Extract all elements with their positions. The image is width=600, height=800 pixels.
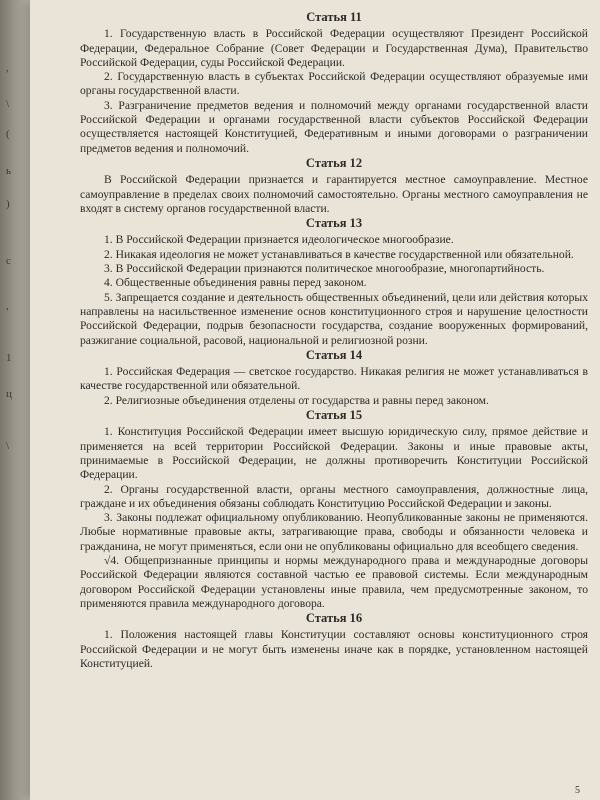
margin-mark: \ bbox=[6, 440, 10, 452]
article-paragraph: 2. Государственную власть в субъектах Российской Федерации осуществляют образуемые ими органы государственной власти. bbox=[80, 70, 588, 98]
article-title: Статья 12 bbox=[305, 155, 363, 170]
article-paragraph: 2. Религиозные объединения отделены от государства и равны перед законом. bbox=[104, 393, 489, 407]
article-paragraph: √4. Общепризнанные принципы и нормы международного права и международные договоры Российской Федерации являются составной частью ее правовой системы. Если международным договором Российской Федерации установлены иные правила, чем предусмотренные законом, то применяются правила международного договора. bbox=[80, 553, 588, 610]
article-title: Статья 13 bbox=[305, 216, 363, 231]
margin-mark: \ bbox=[6, 98, 10, 110]
article-paragraph: 4. Общественные объединения равны перед законом. bbox=[104, 276, 367, 290]
article-paragraph: 2. Органы государственной власти, органы местного самоуправления, должностные лица, граждане и их объединения обязаны соблюдать Конституцию Российской Федерации и законы. bbox=[80, 482, 588, 510]
article-16 bbox=[80, 611, 588, 671]
page-number: 5 bbox=[575, 785, 580, 796]
article-paragraph: 1. Конституция Российской Федерации имеет высшую юридическую силу, прямое действие и применяется на всей территории Российской Федерации. Законы и иные правовые акты, принимаемые в Российской Федерации, не должны противоречить Конституции Российской Федерации. bbox=[80, 425, 588, 482]
margin-mark: , bbox=[6, 62, 9, 74]
article-paragraph: 1. Государственную власть в Российской Федерации осуществляют Президент Российской Федерации, Федеральное Собрание (Совет Федерации и Государственная Дума), Правительство Российской Федерации, суды Российской Федерации. bbox=[80, 27, 588, 69]
margin-mark: ь bbox=[6, 165, 12, 177]
article-title: Статья 15 bbox=[305, 408, 363, 423]
article-paragraph: 1. Положения настоящей главы Конституции составляют основы конституционного строя Российской Федерации и не могут быть изменены иначе как в порядке, установленном настоящей Конституцией. bbox=[80, 628, 588, 671]
article-paragraph: 1. В Российской Федерации признается идеологическое многообразие. bbox=[104, 233, 454, 247]
margin-mark: ц bbox=[6, 388, 12, 400]
article-paragraph: В Российской Федерации признается и гарантируется местное самоуправление. Местное самоуправление в пределах своих полномочий самостоятельно. Органы местного самоуправления не входят в систему органов государственной власти. bbox=[80, 173, 588, 215]
article-paragraph: 1. Российская Федерация — светское государство. Никакая религия не может устанавливаться в качестве государственной или обязательной. bbox=[80, 365, 588, 393]
article-14 bbox=[80, 348, 588, 408]
margin-mark: с bbox=[6, 255, 11, 267]
margin-mark: 1 bbox=[6, 352, 12, 364]
article-13 bbox=[80, 216, 588, 348]
margin-mark: ) bbox=[6, 198, 10, 210]
article-paragraph: 3. В Российской Федерации признаются политическое многообразие, многопартийность. bbox=[104, 262, 545, 276]
article-12 bbox=[80, 156, 588, 216]
article-title: Статья 11 bbox=[306, 10, 362, 24]
page-text bbox=[80, 10, 588, 671]
book-page bbox=[30, 0, 600, 800]
article-paragraph: 5. Запрещается создание и деятельность общественных объединений, цели или действия которых направлены на насильственное изменение основ конституционного строя и нарушение целостности Российской Федерации, подрыв безопасности государства, создание вооруженных формирований, разжигание социальной, расовой, национальной и религиозной розни. bbox=[80, 290, 588, 347]
margin-mark: ( bbox=[6, 128, 10, 140]
article-paragraph: 3. Законы подлежат официальному опубликованию. Неопубликованные законы не применяются. Любые нормативные правовые акты, затрагивающие права, свободы и обязанности человека и гражданина, не могут применяться, если они не опубликованы официально для всеобщего сведения. bbox=[80, 511, 588, 553]
adjacent-page-edge bbox=[0, 0, 30, 800]
margin-mark: , bbox=[6, 300, 9, 312]
article-title: Статья 16 bbox=[305, 611, 363, 626]
article-paragraph: 3. Разграничение предметов ведения и полномочий между органами государственной власти Российской Федерации и органами государственной власти субъектов Российской Федерации осуществляется настоящей Конституцией, Федеративным и иными договорами о разграничении предметов ведения и полномочий. bbox=[80, 98, 588, 155]
article-11 bbox=[80, 10, 588, 156]
article-title: Статья 14 bbox=[305, 347, 363, 362]
article-paragraph: 2. Никакая идеология не может устанавливаться в качестве государственной или обязательной. bbox=[104, 247, 574, 261]
article-15 bbox=[80, 408, 588, 611]
